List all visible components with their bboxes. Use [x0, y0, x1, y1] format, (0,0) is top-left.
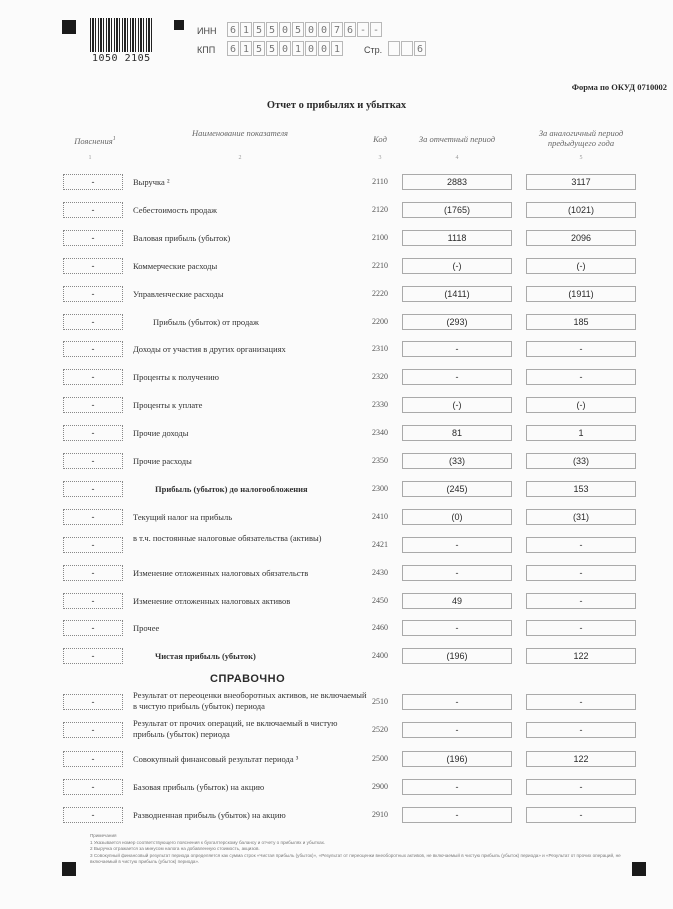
form-okud-code: Форма по ОКУД 0710002	[571, 82, 667, 92]
row-label: Совокупный финансовый результат периода ³	[133, 754, 299, 764]
current-period-value[interactable]: -	[402, 565, 512, 581]
table-row	[0, 593, 673, 621]
inn-cell[interactable]: 5	[266, 22, 278, 37]
note-field[interactable]: -	[63, 537, 123, 553]
inn-cell[interactable]: 6	[227, 22, 239, 37]
col-num-5: 5	[579, 155, 583, 161]
corner-marker-bottom-right	[632, 862, 646, 876]
barcode-image	[90, 18, 152, 52]
note-field[interactable]: -	[63, 369, 123, 385]
footnotes	[90, 833, 630, 866]
previous-period-value[interactable]: (-)	[526, 258, 636, 274]
page-cell[interactable]: 6	[414, 41, 426, 56]
table-row	[0, 807, 673, 835]
table-row	[0, 369, 673, 397]
corner-marker-top-left	[62, 20, 76, 34]
note-field[interactable]: -	[63, 593, 123, 609]
row-label: Изменение отложенных налоговых обязательств	[133, 567, 309, 578]
note-field[interactable]: -	[63, 341, 123, 357]
row-code: 2340	[372, 428, 388, 438]
previous-period-value[interactable]: -	[526, 722, 636, 738]
row-label: Прибыль (убыток) до налогообложения	[155, 483, 308, 494]
row-code: 2210	[372, 260, 388, 270]
current-period-value[interactable]: (1765)	[402, 202, 512, 218]
footnote-2: 2 Выручка отражается за минусом налога на добавленную стоимость, акцизов.	[90, 846, 260, 851]
inn-cell[interactable]: -	[357, 22, 369, 37]
note-field[interactable]: -	[63, 425, 123, 441]
row-label: Чистая прибыль (убыток)	[155, 651, 256, 662]
row-label: Коммерческие расходы	[133, 260, 218, 271]
row-label: Валовая прибыль (убыток)	[133, 232, 231, 243]
previous-period-value[interactable]: -	[526, 779, 636, 795]
row-label: Результат от переоценки внеоборотных активов, не включаемый в чистую прибыль (убыток) периода	[133, 690, 367, 711]
kpp-cell[interactable]: 5	[253, 41, 265, 56]
note-field[interactable]: -	[63, 397, 123, 413]
current-period-value[interactable]: -	[402, 537, 512, 553]
table-row	[0, 779, 673, 807]
note-field[interactable]: -	[63, 258, 123, 274]
note-field[interactable]: -	[63, 565, 123, 581]
row-code: 2110	[372, 177, 388, 186]
note-field[interactable]: -	[63, 174, 123, 190]
kpp-cell[interactable]: 0	[279, 41, 291, 56]
row-code: 2400	[372, 651, 388, 661]
row-code: 2330	[372, 400, 388, 410]
col-num-3: 3	[378, 155, 382, 161]
row-label: Проценты к получению	[133, 372, 219, 383]
row-label: Результат от прочих операций, не включаемый в чистую прибыль (убыток) периода	[133, 718, 338, 739]
row-label: Прочие расходы	[133, 456, 192, 466]
previous-period-value[interactable]: -	[526, 620, 636, 636]
note-field[interactable]: -	[63, 202, 123, 218]
current-period-value[interactable]: -	[402, 369, 512, 385]
previous-period-value[interactable]: -	[526, 694, 636, 710]
inn-cells	[227, 22, 383, 37]
previous-period-value[interactable]: 153	[526, 481, 636, 497]
kpp-cell[interactable]: 1	[292, 41, 304, 56]
row-code: 2900	[372, 782, 388, 791]
previous-period-value[interactable]: 185	[526, 314, 636, 330]
row-label: Управленческие расходы	[133, 288, 224, 299]
inn-cell[interactable]: 0	[279, 22, 291, 37]
kpp-cell[interactable]: 1	[331, 41, 343, 56]
inn-cell[interactable]: 6	[344, 22, 356, 37]
table-row	[0, 453, 673, 481]
current-period-value[interactable]: -	[402, 694, 512, 710]
row-code: 2430	[372, 567, 388, 577]
current-period-value[interactable]: 2883	[402, 174, 512, 190]
col-header-name: Наименование показателя	[192, 128, 288, 138]
current-period-value[interactable]: 49	[402, 593, 512, 609]
row-code: 2460	[372, 623, 388, 633]
previous-period-value[interactable]: (31)	[526, 509, 636, 525]
current-period-value[interactable]: (0)	[402, 509, 512, 525]
current-period-value[interactable]: -	[402, 620, 512, 636]
note-field[interactable]: -	[63, 620, 123, 636]
row-label: Проценты к уплате	[133, 400, 203, 411]
table-row	[0, 314, 673, 342]
row-code: 2350	[372, 456, 388, 465]
kpp-cell[interactable]: 1	[240, 41, 252, 56]
current-period-value[interactable]: (-)	[402, 397, 512, 413]
previous-period-value[interactable]: -	[526, 369, 636, 385]
row-code: 2510	[372, 697, 388, 706]
current-period-value[interactable]: (33)	[402, 453, 512, 469]
previous-period-value[interactable]: -	[526, 537, 636, 553]
footnote-heading: Примечания	[90, 833, 117, 838]
previous-period-value[interactable]: (-)	[526, 397, 636, 413]
current-period-value[interactable]: (196)	[402, 648, 512, 664]
col-header-current: За отчетный период	[418, 134, 496, 144]
table-row	[0, 648, 673, 676]
row-code: 2520	[372, 725, 388, 734]
table-row	[0, 751, 673, 779]
note-field[interactable]: -	[63, 779, 123, 795]
page-cell[interactable]	[401, 41, 413, 56]
current-period-value[interactable]: -	[402, 341, 512, 357]
note-field[interactable]: -	[63, 807, 123, 823]
previous-period-value[interactable]: 1	[526, 425, 636, 441]
row-label: Разводненная прибыль (убыток) на акцию	[133, 810, 286, 820]
note-field[interactable]: -	[63, 722, 123, 738]
col-num-4: 4	[455, 155, 459, 161]
row-code: 2300	[372, 483, 388, 493]
row-label: Выручка ²	[133, 177, 170, 187]
col-header-code: Код	[373, 134, 387, 144]
row-code: 2120	[372, 204, 388, 214]
col-num-1: 1	[88, 155, 92, 161]
previous-period-value[interactable]: 2096	[526, 230, 636, 246]
row-label: Прибыль (убыток) от продаж	[153, 316, 259, 327]
row-label: Базовая прибыль (убыток) на акцию	[133, 782, 265, 792]
table-row	[0, 481, 673, 509]
current-period-value[interactable]: -	[402, 807, 512, 823]
table-row	[0, 174, 673, 202]
table-row	[0, 565, 673, 593]
previous-period-value[interactable]: -	[526, 565, 636, 581]
note-field[interactable]: -	[63, 648, 123, 664]
row-code: 2410	[372, 511, 388, 521]
row-code: 2310	[372, 344, 388, 354]
row-label: Изменение отложенных налоговых активов	[133, 595, 291, 606]
inn-cell[interactable]: 7	[331, 22, 343, 37]
corner-marker-bottom-left	[62, 862, 76, 876]
footnote-1: 1 Указывается номер соответствующего пояснения к бухгалтерскому балансу и отчету о прибылях и убытках.	[90, 839, 326, 845]
page-label: Стр.	[364, 45, 383, 55]
table-row	[0, 258, 673, 286]
row-code: 2220	[372, 288, 388, 298]
table-row	[0, 532, 673, 565]
current-period-value[interactable]: (245)	[402, 481, 512, 497]
kpp-cell[interactable]: 6	[227, 41, 239, 56]
previous-period-value[interactable]: -	[526, 593, 636, 609]
current-period-value[interactable]: (196)	[402, 751, 512, 767]
inn-cell[interactable]: 1	[240, 22, 252, 37]
previous-period-value[interactable]: 122	[526, 751, 636, 767]
row-code: 2100	[372, 232, 388, 242]
current-period-value[interactable]: (-)	[402, 258, 512, 274]
row-label: Текущий налог на прибыль	[133, 511, 233, 522]
previous-period-value[interactable]: 3117	[526, 174, 636, 190]
note-field[interactable]: -	[63, 286, 123, 302]
inn-cell[interactable]: 0	[305, 22, 317, 37]
inn-cell[interactable]: 5	[253, 22, 265, 37]
note-field[interactable]: -	[63, 230, 123, 246]
current-period-value[interactable]: (293)	[402, 314, 512, 330]
previous-period-value[interactable]: -	[526, 341, 636, 357]
row-code: 2500	[372, 754, 388, 763]
inn-cell[interactable]: 0	[318, 22, 330, 37]
table-row	[0, 718, 673, 750]
row-code: 2910	[372, 810, 388, 819]
page-cells	[388, 41, 427, 56]
previous-period-value[interactable]: (1911)	[526, 286, 636, 302]
inn-label: ИНН	[197, 26, 217, 36]
previous-period-value[interactable]: -	[526, 807, 636, 823]
report-title: Отчет о прибылях и убытках	[266, 100, 407, 111]
reference-section-title: СПРАВОЧНО	[210, 673, 286, 685]
col-header-notes: Пояснения$^1$	[74, 135, 116, 146]
note-field[interactable]: -	[63, 509, 123, 525]
row-code: 2200	[372, 316, 388, 326]
inn-cell[interactable]: -	[370, 22, 382, 37]
row-label: Себестоимость продаж	[133, 204, 218, 215]
footnote-3: 3 Совокупный финансовый результат периода определяется как сумма строк «Чистая прибыль (убыток)», «Результат от переоценки внеоборотных активов, не включаемый в чистую прибыль (убыток) периода» и «Результат от прочих операций, не включаемый в чистую прибыль (убыток) периода».	[90, 852, 621, 864]
row-label: Прочие доходы	[133, 428, 189, 439]
current-period-value[interactable]: -	[402, 779, 512, 795]
kpp-cell[interactable]: 0	[318, 41, 330, 56]
page-cell[interactable]	[388, 41, 400, 56]
kpp-cells	[227, 41, 344, 56]
inn-cell[interactable]: 5	[292, 22, 304, 37]
current-period-value[interactable]: -	[402, 722, 512, 738]
table-row	[0, 397, 673, 425]
row-code: 2320	[372, 372, 388, 382]
row-label: в т.ч. постоянные налоговые обязательства (активы)	[133, 532, 322, 543]
note-field[interactable]: -	[63, 453, 123, 469]
col-num-2: 2	[238, 155, 242, 161]
col-header-previous: За аналогичный период предыдущего года	[538, 128, 624, 148]
note-field[interactable]: -	[63, 314, 123, 330]
current-period-value[interactable]: (1411)	[402, 286, 512, 302]
row-code: 2421	[372, 539, 388, 549]
row-label: Доходы от участия в других организациях	[133, 344, 286, 355]
table-row	[0, 286, 673, 314]
corner-marker-top-center	[174, 20, 184, 30]
note-field[interactable]: -	[63, 694, 123, 710]
kpp-cell[interactable]: 5	[266, 41, 278, 56]
table-row	[0, 230, 673, 258]
table-row	[0, 202, 673, 230]
current-period-value[interactable]: 1118	[402, 230, 512, 246]
row-label: Прочее	[133, 623, 160, 634]
barcode-number: 1050 2105	[92, 53, 151, 64]
note-field[interactable]: -	[63, 481, 123, 497]
table-row	[0, 425, 673, 453]
table-row	[0, 341, 673, 369]
previous-period-value[interactable]: 122	[526, 648, 636, 664]
kpp-cell[interactable]: 0	[305, 41, 317, 56]
note-field[interactable]: -	[63, 751, 123, 767]
previous-period-value[interactable]: (33)	[526, 453, 636, 469]
previous-period-value[interactable]: (1021)	[526, 202, 636, 218]
current-period-value[interactable]: 81	[402, 425, 512, 441]
kpp-label: КПП	[197, 45, 216, 55]
row-code: 2450	[372, 595, 388, 605]
table-row	[0, 620, 673, 648]
